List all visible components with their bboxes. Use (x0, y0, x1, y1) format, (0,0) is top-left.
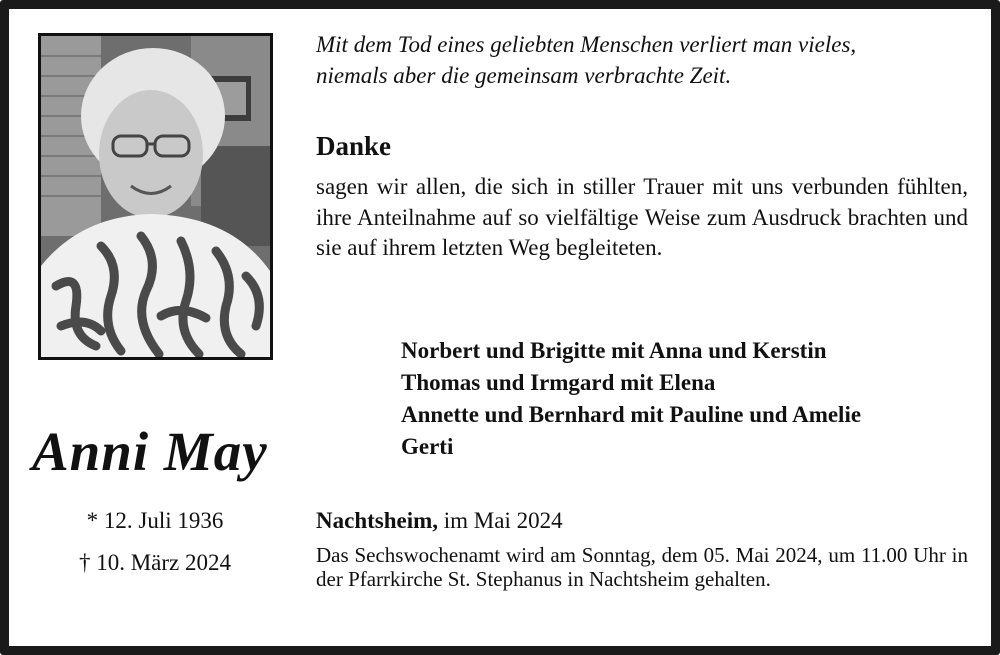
place-town: Nachtsheim, (316, 508, 439, 533)
place-date-line (316, 508, 563, 534)
thanks-heading: Danke (316, 131, 392, 161)
place-date: im Mai 2024 (443, 508, 563, 533)
portrait-photo (38, 33, 273, 360)
family-line: Norbert und Brigitte mit Anna und Kerstin (401, 338, 827, 363)
family-line: Annette und Bernhard mit Pauline und Amelie (401, 402, 862, 427)
service-notice: Das Sechswochenamt wird am Sonntag, dem 05. Mai 2024, um 11.00 Uhr in der Pfarrkirche St. Stephanus in Nachtsheim gehalten. (316, 543, 968, 591)
family-line: Gerti (401, 434, 454, 459)
portrait-image (41, 36, 270, 357)
quote-line-1: Mit dem Tod eines geliebten Menschen verliert man vieles, (316, 32, 857, 57)
birth-date: * 12. Juli 1936 (86, 508, 224, 533)
family-list (401, 335, 861, 463)
quote-line-2: niemals aber die gemeinsam verbrachte Zeit. (316, 63, 732, 88)
family-line: Thomas und Irmgard mit Elena (401, 370, 716, 395)
deceased-name: Anni May (32, 421, 268, 482)
thanks-text: sagen wir allen, die sich in stiller Trauer mit uns verbunden fühlten, ihre Anteilnahme auf so vielfältige Weise zum Ausdruck brachten und sie auf ihrem letzten Weg begleiteten. (316, 174, 968, 260)
death-date: † 10. März 2024 (78, 550, 232, 575)
memorial-quote (316, 29, 976, 91)
